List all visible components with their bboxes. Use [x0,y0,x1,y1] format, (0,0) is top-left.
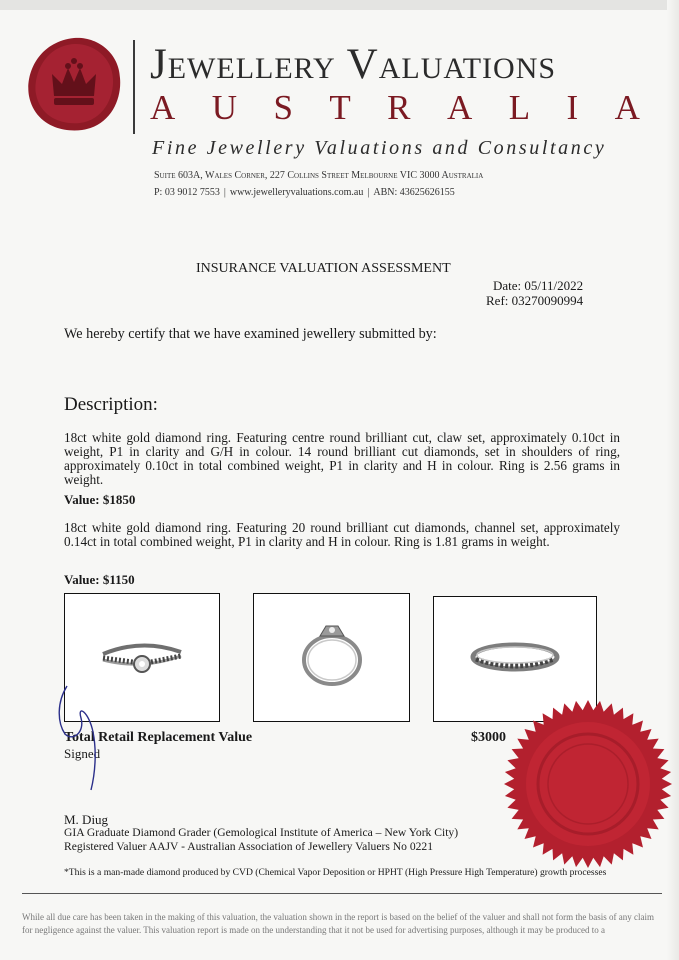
tagline: Fine Jewellery Valuations and Consultancy [152,137,607,159]
total-value: $3000 [471,730,506,745]
country-letter: A [150,88,176,127]
document-date: Date: 05/11/2022 [493,278,584,293]
country-letter: A [614,88,640,127]
country-letter: S [273,88,293,127]
website-link[interactable]: www.jewelleryvaluations.com.au [229,187,364,198]
ring-photo-side-view [253,593,410,722]
description-heading: Description: [64,394,158,415]
separator: | [223,187,226,198]
handwritten-signature [55,682,115,792]
item-value: Value: $1850 [64,492,136,507]
wax-seal [503,699,673,869]
country-letter: T [329,88,351,127]
contact-line [154,187,455,198]
total-label: Total Retail Replacement Value [64,730,253,745]
scan-top-edge [0,0,679,10]
country-letter: L [508,88,531,127]
country-letter: U [211,88,237,127]
country-letter: I [566,88,579,127]
signer-credential: Registered Valuer AAJV - Australian Association of Jewellery Valuers No 0221 [64,840,434,853]
certify-statement: We hereby certify that we have examined jewellery submitted by: [64,326,437,342]
document-title: INSURANCE VALUATION ASSESSMENT [196,261,451,276]
document-ref: Ref: 03270090994 [486,293,584,308]
separator: | [367,187,370,198]
crown-seal-logo [24,34,124,134]
item-value: Value: $1150 [64,572,135,587]
item-description: 18ct white gold diamond ring. Featuring centre round brilliant cut, claw set, approximately 0.10ct in weight, P1 in clarity and G/H in colour. 14 round brilliant cut diamonds, set in shoulders of ring, approximately 0.10ct in total combined weight, P1 in clarity and H in colour. Ring is 2.56 grams in weight. [64,430,620,487]
signer-name: M. Diug [64,812,109,827]
disclaimer-text: While all due care has been taken in the making of this valuation, the valuation shown in the report is based on the belief of the valuer and shall not form the basis of any claim for negligence against the valuer. This valuation report is made on the understanding that it not be used for advertising purposes, although it may be produced to a [22,912,654,935]
item-description: 18ct white gold diamond ring. Featuring 20 round brilliant cut diamonds, channel set, approximately 0.14ct in total combined weight, P1 in clarity and H in colour. Ring is 1.81 grams in weight. [64,520,620,549]
footer-rule [22,893,662,894]
country-letter: R [387,88,411,127]
disclaimer [22,911,654,937]
signed-label: Signed [64,746,101,761]
signer-credential: GIA Graduate Diamond Grader (Gemological Institute of America – New York City) [64,826,459,839]
brand-name: Jewellery Valuations [150,41,557,88]
phone: P: 03 9012 7553 [154,187,220,198]
country-letter: A [446,88,473,127]
letterhead-divider [133,40,135,134]
abn: ABN: 43625626155 [373,187,455,198]
footnote: *This is a man-made diamond produced by CVD (Chemical Vapor Deposition or HPHT (High Pressure High Temperature) growth processes [64,867,607,878]
brand-country [150,88,640,128]
address: Suite 603A, Wales Corner, 227 Collins Street Melbourne VIC 3000 Australia [154,170,484,181]
